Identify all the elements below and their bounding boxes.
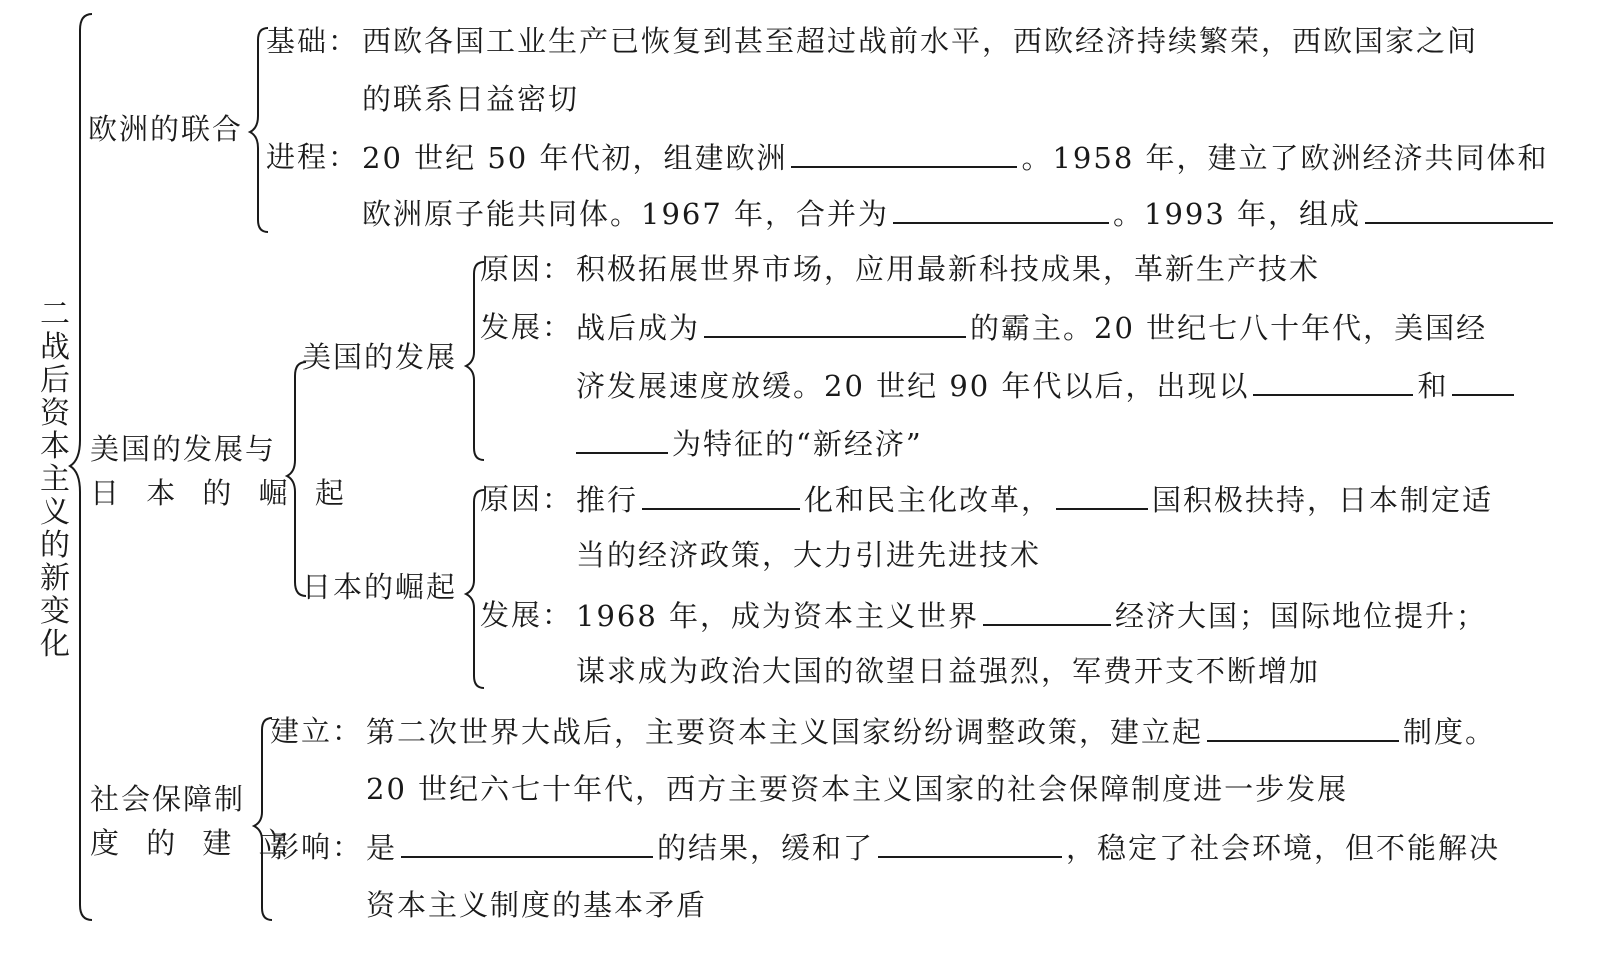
usjp-label-line1: 美国的发展与 [90, 432, 277, 466]
blank-capitalist-world[interactable] [704, 310, 966, 338]
us-bracket [466, 262, 484, 460]
europe-basis-line1: 西欧各国工业生产已恢复到甚至超过战前水平，西欧经济持续繁荣，西欧国家之间 [362, 24, 1479, 58]
social-bracket [254, 718, 272, 920]
blank-new-economy-2a[interactable] [1452, 368, 1514, 396]
blank-new-economy-1[interactable] [1253, 368, 1413, 396]
main-title: 二战后资本主义的新变化 [40, 297, 70, 662]
blank-social-security[interactable] [1207, 714, 1399, 742]
us-dev-line2: 济发展速度放缓。20 世纪 90 年代以后，出现以 和 [576, 368, 1518, 403]
social-impact-key: 影响： [270, 830, 364, 864]
us-dev-line3: 为特征的“新经济” [576, 426, 923, 461]
us-cause-key: 原因： [480, 252, 574, 286]
europe-process-line2: 欧洲原子能共同体。1967 年，合并为 。1993 年，组成 [362, 196, 1557, 231]
japan-cause-key: 原因： [480, 482, 574, 516]
us-dev-line1: 战后成为 的霸主。20 世纪七八十年代，美国经 [576, 311, 1488, 345]
europe-basis-key: 基础： [266, 24, 360, 58]
blank-ec[interactable] [893, 196, 1109, 224]
blank-eu[interactable] [1365, 196, 1553, 224]
social-establish-line2: 20 世纪六七十年代，西方主要资本主义国家的社会保障制度进一步发展 [366, 772, 1349, 806]
main-bracket [70, 14, 92, 920]
japan-cause-line1: 推行 化和民主化改革， 国积极扶持，日本制定适 [576, 483, 1494, 517]
us-dev-key: 发展： [480, 310, 574, 344]
blank-coal-steel[interactable] [791, 140, 1017, 168]
us-cause-text: 积极拓展世界市场，应用最新科技成果，革新生产技术 [576, 252, 1321, 286]
social-establish-key: 建立： [270, 714, 364, 748]
blank-labor-struggle[interactable] [401, 830, 653, 858]
social-impact-line1: 是 的结果，缓和了 ，稳定了社会环境，但不能解决 [366, 831, 1501, 865]
us-label: 美国的发展 [302, 340, 458, 374]
social-label-line1: 社会保障制 [90, 782, 246, 816]
social-establish-line1: 第二次世界大战后，主要资本主义国家纷纷调整政策，建立起 制度。 [366, 715, 1497, 749]
social-label-line2: 度 的 建 立 [90, 826, 297, 860]
blank-us-support[interactable] [1056, 482, 1148, 510]
japan-label: 日本的崛起 [302, 570, 458, 604]
blank-social-contradictions[interactable] [878, 830, 1062, 858]
japan-cause-line2: 当的经济政策，大力引进先进技术 [576, 538, 1042, 572]
blank-new-economy-2b[interactable] [576, 426, 668, 454]
usjp-label-line2: 日 本 的 崛 起 [90, 476, 353, 510]
europe-process-key: 进程： [266, 140, 360, 174]
europe-label: 欧洲的联合 [88, 112, 244, 146]
japan-dev-key: 发展： [480, 598, 574, 632]
europe-process-line1: 20 世纪 50 年代初，组建欧洲 。1958 年，建立了欧洲经济共同体和 [362, 141, 1549, 175]
social-impact-line2: 资本主义制度的基本矛盾 [366, 888, 708, 922]
blank-demilitarization[interactable] [642, 482, 800, 510]
europe-basis-line2: 的联系日益密切 [362, 82, 580, 116]
europe-bracket [250, 28, 268, 232]
blank-second-largest[interactable] [983, 598, 1111, 626]
japan-bracket [466, 490, 484, 688]
japan-dev-line2: 谋求成为政治大国的欲望日益强烈，军费开支不断增加 [576, 654, 1321, 688]
japan-dev-line1: 1968 年，成为资本主义世界 经济大国；国际地位提升； [576, 599, 1488, 633]
